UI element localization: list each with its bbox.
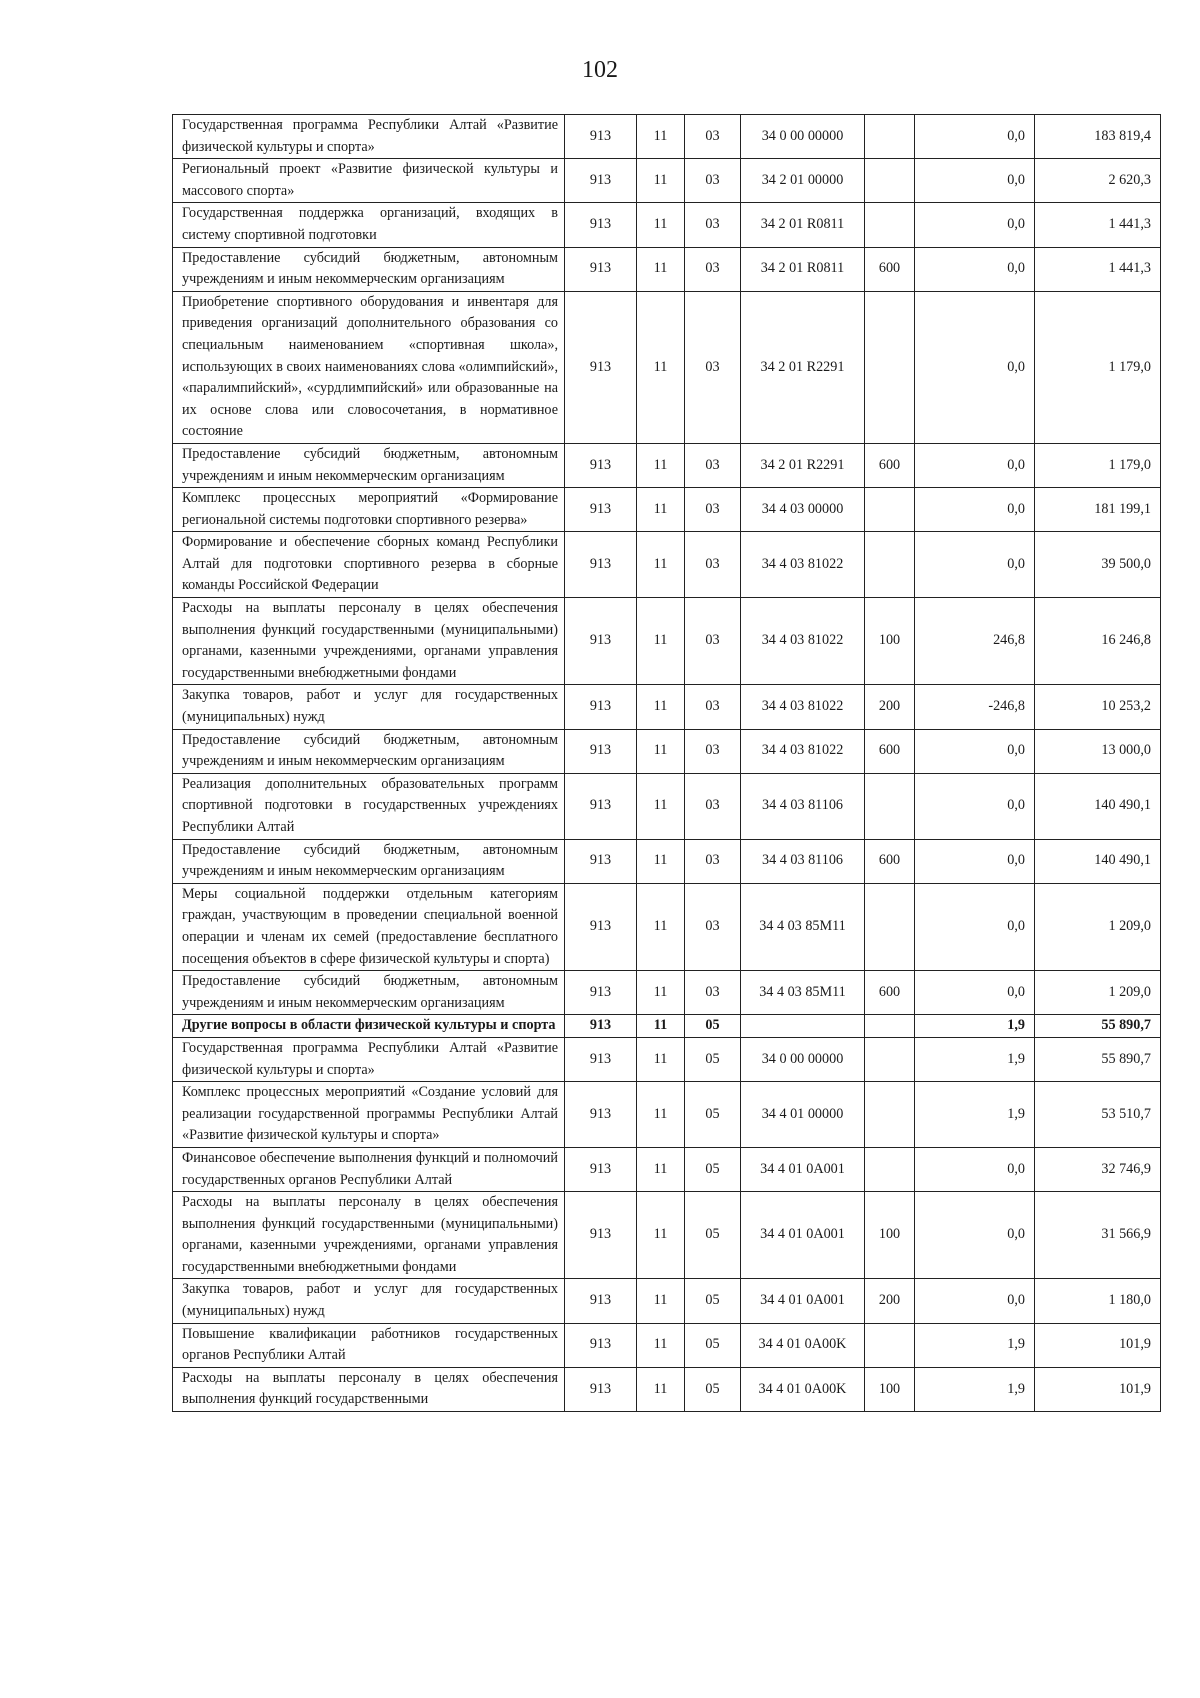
target-article-cell: 34 4 01 0A00K <box>741 1367 865 1411</box>
table-row <box>173 247 1161 291</box>
ministry-code-cell: 913 <box>565 1279 637 1323</box>
total-amount-cell: 1 441,3 <box>1035 203 1161 247</box>
total-amount-cell: 2 620,3 <box>1035 159 1161 203</box>
expense-type-cell <box>865 488 915 532</box>
change-amount-cell: 0,0 <box>915 773 1035 839</box>
table-body <box>173 115 1161 1412</box>
subsection-code-cell: 05 <box>685 1082 741 1148</box>
change-amount-cell: 0,0 <box>915 971 1035 1015</box>
table-row <box>173 1147 1161 1191</box>
row-name-cell: Реализация дополнительных образовательных программ спортивной подготовки в государственных учреждениях Республики Алтай <box>173 773 565 839</box>
subsection-code-cell: 05 <box>685 1279 741 1323</box>
change-amount-cell: 0,0 <box>915 1192 1035 1279</box>
section-code-cell: 11 <box>637 532 685 598</box>
table-row <box>173 729 1161 773</box>
ministry-code-cell: 913 <box>565 1082 637 1148</box>
expense-type-cell: 100 <box>865 1192 915 1279</box>
table-row <box>173 1037 1161 1081</box>
row-name-cell: Региональный проект «Развитие физической культуры и массового спорта» <box>173 159 565 203</box>
table-row <box>173 685 1161 729</box>
ministry-code-cell: 913 <box>565 598 637 685</box>
section-code-cell: 11 <box>637 1147 685 1191</box>
target-article-cell: 34 2 01 R0811 <box>741 203 865 247</box>
change-amount-cell: 0,0 <box>915 443 1035 487</box>
row-name-cell: Предоставление субсидий бюджетным, автономным учреждениям и иным некоммерческим организациям <box>173 247 565 291</box>
expense-type-cell: 200 <box>865 685 915 729</box>
ministry-code-cell: 913 <box>565 685 637 729</box>
target-article-cell: 34 4 01 0A001 <box>741 1147 865 1191</box>
change-amount-cell: 0,0 <box>915 729 1035 773</box>
total-amount-cell: 31 566,9 <box>1035 1192 1161 1279</box>
table-row <box>173 1279 1161 1323</box>
row-name-cell: Закупка товаров, работ и услуг для государственных (муниципальных) нужд <box>173 685 565 729</box>
section-code-cell: 11 <box>637 115 685 159</box>
section-code-cell: 11 <box>637 443 685 487</box>
table-row <box>173 291 1161 443</box>
total-amount-cell: 10 253,2 <box>1035 685 1161 729</box>
target-article-cell: 34 4 03 00000 <box>741 488 865 532</box>
table-row <box>173 203 1161 247</box>
total-amount-cell: 55 890,7 <box>1035 1037 1161 1081</box>
subsection-code-cell: 03 <box>685 839 741 883</box>
change-amount-cell: 0,0 <box>915 839 1035 883</box>
total-amount-cell: 55 890,7 <box>1035 1015 1161 1038</box>
total-amount-cell: 183 819,4 <box>1035 115 1161 159</box>
ministry-code-cell: 913 <box>565 291 637 443</box>
expense-type-cell <box>865 115 915 159</box>
subsection-code-cell: 05 <box>685 1015 741 1038</box>
section-code-cell: 11 <box>637 839 685 883</box>
row-name-cell: Государственная программа Республики Алтай «Развитие физической культуры и спорта» <box>173 115 565 159</box>
target-article-cell: 34 4 01 00000 <box>741 1082 865 1148</box>
change-amount-cell: 0,0 <box>915 247 1035 291</box>
target-article-cell: 34 4 01 0A001 <box>741 1279 865 1323</box>
subsection-code-cell: 03 <box>685 598 741 685</box>
expense-type-cell: 100 <box>865 1367 915 1411</box>
section-code-cell: 11 <box>637 729 685 773</box>
expense-type-cell <box>865 1147 915 1191</box>
expense-type-cell: 600 <box>865 729 915 773</box>
expense-type-cell <box>865 203 915 247</box>
row-name-cell: Закупка товаров, работ и услуг для государственных (муниципальных) нужд <box>173 1279 565 1323</box>
total-amount-cell: 181 199,1 <box>1035 488 1161 532</box>
change-amount-cell: 1,9 <box>915 1037 1035 1081</box>
expense-type-cell: 200 <box>865 1279 915 1323</box>
row-name-cell: Меры социальной поддержки отдельным категориям граждан, участвующим в проведении специальной военной операции и членам их семей (предоставление бесплатного посещения объектов в сфере физической культуры и спорта) <box>173 883 565 970</box>
subsection-code-cell: 03 <box>685 685 741 729</box>
change-amount-cell: 0,0 <box>915 291 1035 443</box>
page-number: 102 <box>582 57 618 83</box>
row-name-cell: Расходы на выплаты персоналу в целях обеспечения выполнения функций государственными <box>173 1367 565 1411</box>
change-amount-cell: 0,0 <box>915 115 1035 159</box>
row-name-cell: Государственная программа Республики Алтай «Развитие физической культуры и спорта» <box>173 1037 565 1081</box>
row-name-cell: Формирование и обеспечение сборных команд Республики Алтай для подготовки спортивного резерва в сборные команды Российской Федерации <box>173 532 565 598</box>
table-row <box>173 1323 1161 1367</box>
section-code-cell: 11 <box>637 1082 685 1148</box>
row-name-cell: Предоставление субсидий бюджетным, автономным учреждениям и иным некоммерческим организациям <box>173 971 565 1015</box>
row-name-cell: Другие вопросы в области физической культуры и спорта <box>173 1015 565 1038</box>
subsection-code-cell: 03 <box>685 203 741 247</box>
expense-type-cell: 600 <box>865 247 915 291</box>
subsection-code-cell: 03 <box>685 729 741 773</box>
subsection-code-cell: 03 <box>685 971 741 1015</box>
table-row <box>173 839 1161 883</box>
change-amount-cell: 0,0 <box>915 883 1035 970</box>
table-row <box>173 971 1161 1015</box>
row-name-cell: Предоставление субсидий бюджетным, автономным учреждениям и иным некоммерческим организациям <box>173 839 565 883</box>
target-article-cell: 34 4 01 0A00K <box>741 1323 865 1367</box>
expense-type-cell: 100 <box>865 598 915 685</box>
total-amount-cell: 140 490,1 <box>1035 773 1161 839</box>
expense-type-cell: 600 <box>865 443 915 487</box>
target-article-cell: 34 4 03 81022 <box>741 685 865 729</box>
row-name-cell: Комплекс процессных мероприятий «Создание условий для реализации государственной программы Республики Алтай «Развитие физической культуры и спорта» <box>173 1082 565 1148</box>
subsection-code-cell: 03 <box>685 532 741 598</box>
total-amount-cell: 140 490,1 <box>1035 839 1161 883</box>
expense-type-cell <box>865 883 915 970</box>
ministry-code-cell: 913 <box>565 1367 637 1411</box>
total-amount-cell: 101,9 <box>1035 1367 1161 1411</box>
section-code-cell: 11 <box>637 1279 685 1323</box>
ministry-code-cell: 913 <box>565 247 637 291</box>
target-article-cell: 34 2 01 R2291 <box>741 291 865 443</box>
target-article-cell <box>741 1015 865 1038</box>
section-code-cell: 11 <box>637 598 685 685</box>
section-code-cell: 11 <box>637 247 685 291</box>
section-code-cell: 11 <box>637 1015 685 1038</box>
ministry-code-cell: 913 <box>565 159 637 203</box>
target-article-cell: 34 4 03 81022 <box>741 729 865 773</box>
target-article-cell: 34 2 01 R0811 <box>741 247 865 291</box>
target-article-cell: 34 4 03 85M11 <box>741 971 865 1015</box>
table-row <box>173 883 1161 970</box>
total-amount-cell: 1 441,3 <box>1035 247 1161 291</box>
budget-table <box>172 114 1161 1412</box>
total-amount-cell: 1 209,0 <box>1035 971 1161 1015</box>
total-amount-cell: 101,9 <box>1035 1323 1161 1367</box>
change-amount-cell: 0,0 <box>915 203 1035 247</box>
section-code-cell: 11 <box>637 1323 685 1367</box>
expense-type-cell <box>865 773 915 839</box>
change-amount-cell: 1,9 <box>915 1082 1035 1148</box>
subsection-code-cell: 03 <box>685 291 741 443</box>
expense-type-cell <box>865 159 915 203</box>
ministry-code-cell: 913 <box>565 532 637 598</box>
section-code-cell: 11 <box>637 1367 685 1411</box>
row-name-cell: Комплекс процессных мероприятий «Формирование региональной системы подготовки спортивного резерва» <box>173 488 565 532</box>
table-row <box>173 1192 1161 1279</box>
ministry-code-cell: 913 <box>565 839 637 883</box>
expense-type-cell: 600 <box>865 971 915 1015</box>
expense-type-cell: 600 <box>865 839 915 883</box>
table-row <box>173 773 1161 839</box>
table-row <box>173 1082 1161 1148</box>
expense-type-cell <box>865 1082 915 1148</box>
total-amount-cell: 39 500,0 <box>1035 532 1161 598</box>
expense-type-cell <box>865 1015 915 1038</box>
section-code-cell: 11 <box>637 883 685 970</box>
change-amount-cell: 0,0 <box>915 159 1035 203</box>
section-code-cell: 11 <box>637 203 685 247</box>
table-row <box>173 115 1161 159</box>
subsection-code-cell: 03 <box>685 773 741 839</box>
expense-type-cell <box>865 291 915 443</box>
table-row <box>173 443 1161 487</box>
change-amount-cell: 0,0 <box>915 488 1035 532</box>
ministry-code-cell: 913 <box>565 1015 637 1038</box>
change-amount-cell: 246,8 <box>915 598 1035 685</box>
target-article-cell: 34 4 03 85M11 <box>741 883 865 970</box>
ministry-code-cell: 913 <box>565 1037 637 1081</box>
target-article-cell: 34 4 03 81106 <box>741 839 865 883</box>
ministry-code-cell: 913 <box>565 443 637 487</box>
table-row <box>173 1367 1161 1411</box>
total-amount-cell: 1 179,0 <box>1035 443 1161 487</box>
subsection-code-cell: 03 <box>685 488 741 532</box>
subsection-code-cell: 03 <box>685 443 741 487</box>
ministry-code-cell: 913 <box>565 488 637 532</box>
row-name-cell: Предоставление субсидий бюджетным, автономным учреждениям и иным некоммерческим организациям <box>173 729 565 773</box>
row-name-cell: Государственная поддержка организаций, входящих в систему спортивной подготовки <box>173 203 565 247</box>
ministry-code-cell: 913 <box>565 115 637 159</box>
target-article-cell: 34 4 01 0A001 <box>741 1192 865 1279</box>
change-amount-cell: 0,0 <box>915 1279 1035 1323</box>
section-code-cell: 11 <box>637 971 685 1015</box>
table-row <box>173 598 1161 685</box>
total-amount-cell: 53 510,7 <box>1035 1082 1161 1148</box>
change-amount-cell: 0,0 <box>915 1147 1035 1191</box>
subsection-code-cell: 05 <box>685 1037 741 1081</box>
row-name-cell: Повышение квалификации работников государственных органов Республики Алтай <box>173 1323 565 1367</box>
change-amount-cell: 0,0 <box>915 532 1035 598</box>
row-name-cell: Приобретение спортивного оборудования и инвентаря для приведения организаций дополнительного образования со специальным наименованием «спортивная школа», использующих в своих наименованиях слова «олимпийский», «паралимпийский», «сурдлимпийский» или образованные на их основе слова или словосочетания, в нормативное состояние <box>173 291 565 443</box>
total-amount-cell: 13 000,0 <box>1035 729 1161 773</box>
ministry-code-cell: 913 <box>565 883 637 970</box>
change-amount-cell: 1,9 <box>915 1015 1035 1038</box>
ministry-code-cell: 913 <box>565 729 637 773</box>
section-code-cell: 11 <box>637 291 685 443</box>
ministry-code-cell: 913 <box>565 1323 637 1367</box>
change-amount-cell: 1,9 <box>915 1367 1035 1411</box>
change-amount-cell: 1,9 <box>915 1323 1035 1367</box>
section-code-cell: 11 <box>637 488 685 532</box>
expense-type-cell <box>865 1037 915 1081</box>
subsection-code-cell: 03 <box>685 159 741 203</box>
expense-type-cell <box>865 532 915 598</box>
total-amount-cell: 32 746,9 <box>1035 1147 1161 1191</box>
target-article-cell: 34 4 03 81022 <box>741 532 865 598</box>
ministry-code-cell: 913 <box>565 971 637 1015</box>
target-article-cell: 34 0 00 00000 <box>741 1037 865 1081</box>
row-name-cell: Расходы на выплаты персоналу в целях обеспечения выполнения функций государственными (муниципальными) органами, казенными учреждениями, органами управления государственными внебюджетными фондами <box>173 1192 565 1279</box>
section-code-cell: 11 <box>637 685 685 729</box>
total-amount-cell: 1 180,0 <box>1035 1279 1161 1323</box>
ministry-code-cell: 913 <box>565 1147 637 1191</box>
expense-type-cell <box>865 1323 915 1367</box>
section-code-cell: 11 <box>637 1192 685 1279</box>
target-article-cell: 34 4 03 81022 <box>741 598 865 685</box>
target-article-cell: 34 0 00 00000 <box>741 115 865 159</box>
total-amount-cell: 16 246,8 <box>1035 598 1161 685</box>
target-article-cell: 34 2 01 R2291 <box>741 443 865 487</box>
change-amount-cell: -246,8 <box>915 685 1035 729</box>
subsection-code-cell: 05 <box>685 1147 741 1191</box>
section-code-cell: 11 <box>637 1037 685 1081</box>
row-name-cell: Расходы на выплаты персоналу в целях обеспечения выполнения функций государственными (муниципальными) органами, казенными учреждениями, органами управления государственными внебюджетными фондами <box>173 598 565 685</box>
target-article-cell: 34 4 03 81106 <box>741 773 865 839</box>
ministry-code-cell: 913 <box>565 773 637 839</box>
subsection-code-cell: 05 <box>685 1323 741 1367</box>
subsection-code-cell: 05 <box>685 1367 741 1411</box>
subsection-code-cell: 03 <box>685 115 741 159</box>
subsection-code-cell: 03 <box>685 247 741 291</box>
row-name-cell: Предоставление субсидий бюджетным, автономным учреждениям и иным некоммерческим организациям <box>173 443 565 487</box>
ministry-code-cell: 913 <box>565 203 637 247</box>
ministry-code-cell: 913 <box>565 1192 637 1279</box>
table-row <box>173 532 1161 598</box>
total-amount-cell: 1 179,0 <box>1035 291 1161 443</box>
subsection-code-cell: 03 <box>685 883 741 970</box>
table-row <box>173 159 1161 203</box>
subsection-code-cell: 05 <box>685 1192 741 1279</box>
table-row <box>173 1015 1161 1038</box>
section-code-cell: 11 <box>637 159 685 203</box>
target-article-cell: 34 2 01 00000 <box>741 159 865 203</box>
table-row <box>173 488 1161 532</box>
section-code-cell: 11 <box>637 773 685 839</box>
total-amount-cell: 1 209,0 <box>1035 883 1161 970</box>
row-name-cell: Финансовое обеспечение выполнения функций и полномочий государственных органов Республики Алтай <box>173 1147 565 1191</box>
